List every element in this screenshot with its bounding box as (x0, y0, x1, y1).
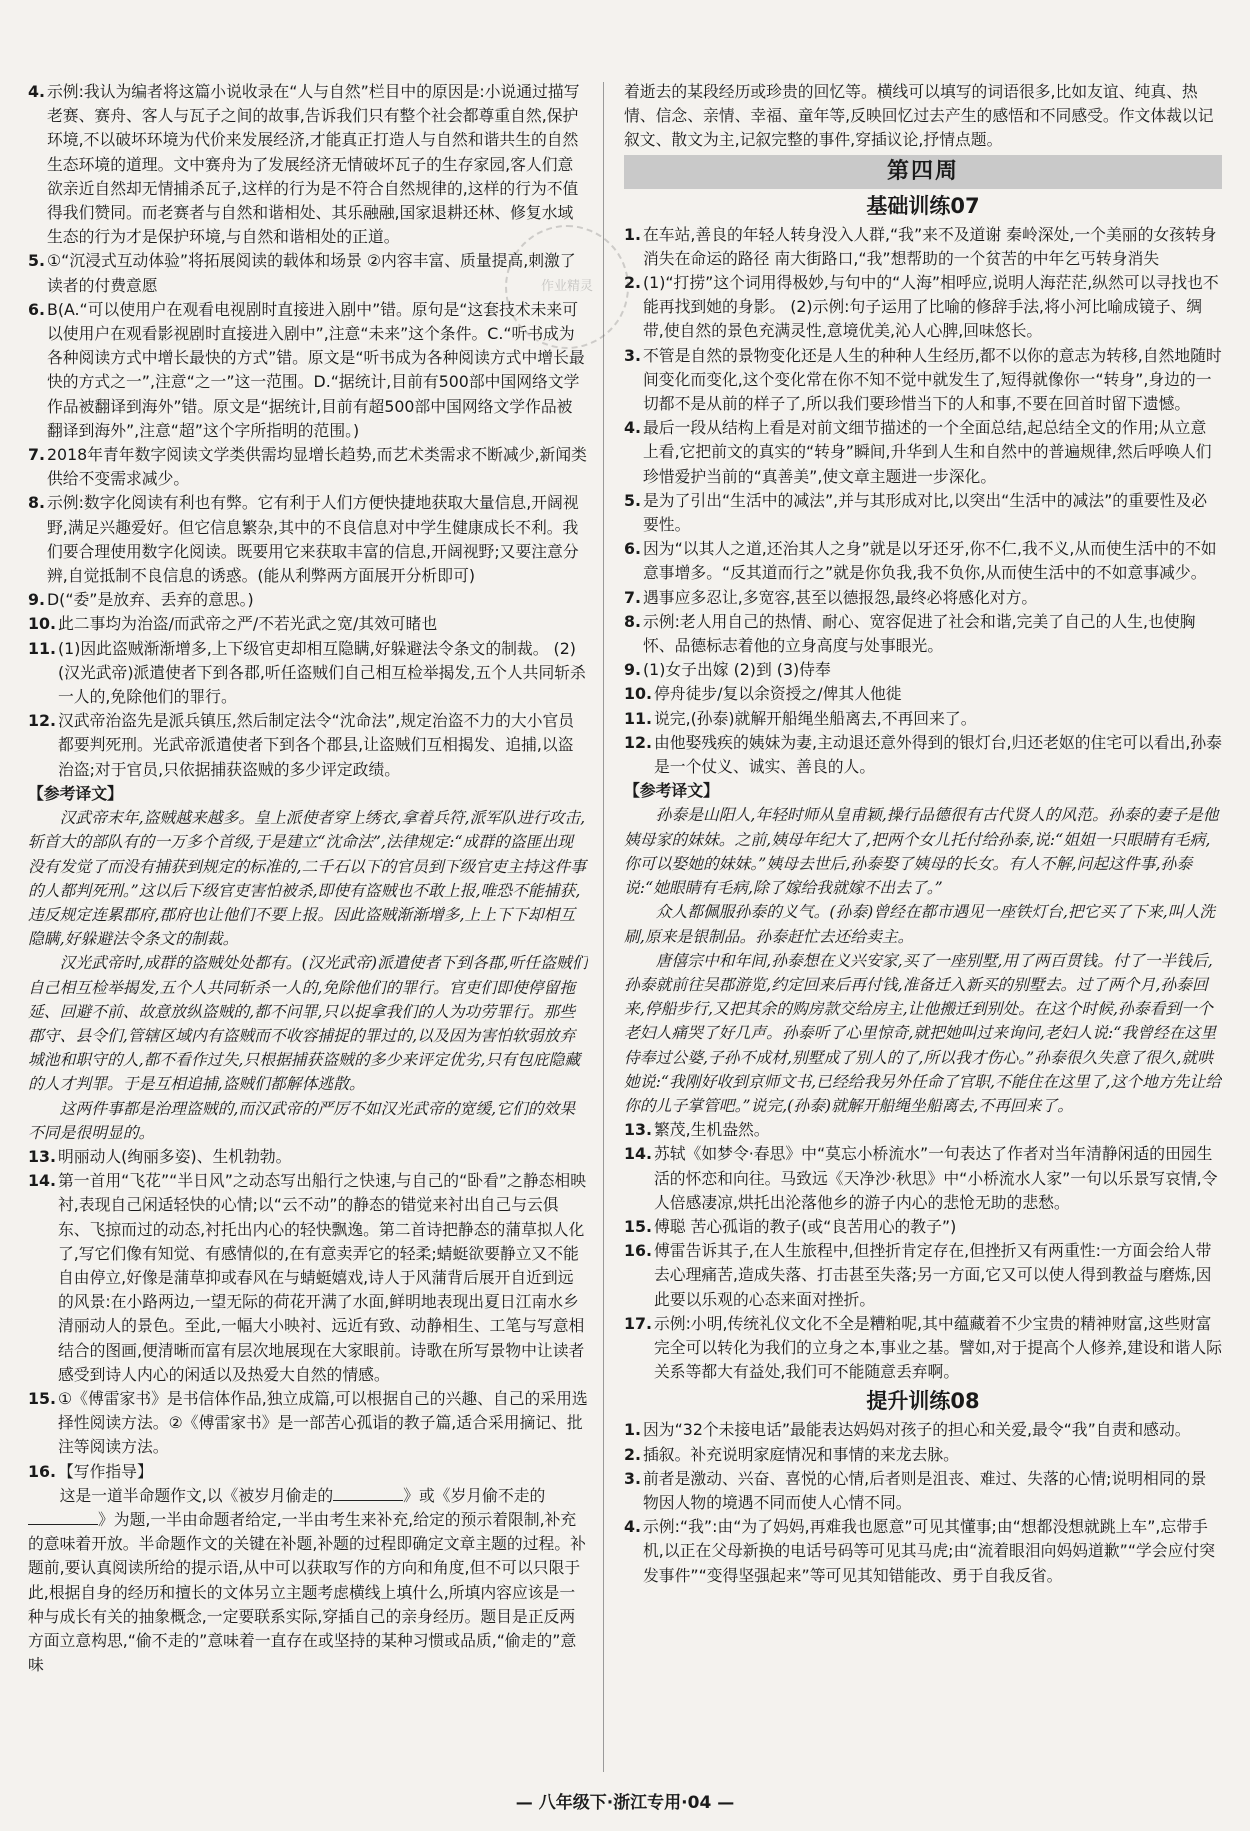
answer-number: 3. (624, 1468, 641, 1488)
answer-item (624, 537, 1222, 585)
answer-item (624, 344, 1222, 417)
answer-text: 示例:老人用自己的热情、耐心、宽容促进了社会和谐,完美了自己的人生,也使胸怀、品德标志着他的立身高度与处事眼光。 (643, 611, 1196, 656)
answer-text: 在车站,善良的年轻人转身没入人群,“我”来不及道谢 秦岭深处,一个美丽的女孩转身消失在命运的路径 南大街路口,“我”想帮助的一个贫苦的中年乞丐转身消失 (643, 224, 1217, 268)
answer-item (28, 588, 588, 612)
answer-text: 是为了引出“生活中的减法”,并与其形成对比,以突出“生活中的减法”的重要性及必要性。 (643, 490, 1208, 535)
answer-number: 12. (28, 711, 56, 731)
answer-text: 因为“32个未接电话”最能表达妈妈对孩子的担心和关爱,最令“我”自责和感动。 (643, 1420, 1191, 1440)
answer-text: 由他娶残疾的姨妹为妻,主动退还意外得到的银灯台,归还老妪的住宅可以看出,孙泰是一个仗义、诚实、善良的人。 (653, 732, 1222, 777)
reference-translation-title: 【参考译文】 (624, 781, 719, 801)
answer-item (624, 586, 1222, 610)
week-banner: 第四周 (624, 155, 1222, 189)
answer-text: 此二事均为治盗/而武帝之严/不若光武之宽/其效可睹也 (57, 614, 438, 634)
fill-blank (333, 1484, 403, 1501)
answer-item (624, 1515, 1222, 1588)
translation-paragraph: 汉武帝末年,盗贼越来越多。皇上派使者穿上绣衣,拿着兵符,派军队进行攻击,斩首大的部队有的一万多个首级,于是建立“沈命法”,法律规定:“成群的盗匪出现没有发觉了而没有捕获到规定的标准的,二千石以下的官员到下级官吏主持这件事的人都判死刑。”这以后下级官吏害怕被杀,即使有盗贼也不敢上报,唯恐不能捕获,违反规定连累郡府,郡府也让他们不要上报。因此盗贼渐渐增多,上上下下却相互隐瞒,好躲避法令条文的制裁。 (28, 808, 586, 949)
answer-item (624, 1312, 1222, 1385)
answer-text: D(“委”是放弃、丢弃的意思。) (47, 590, 254, 610)
answer-text: (1)因此盗贼渐渐增多,上下级官吏却相互隐瞒,好躲避法令条文的制裁。 (2)(汉光武帝)派遣使者下到各郡,听任盗贼们自己相互检举揭发,五个人共同斩杀一人的,免除他们的罪行。 (57, 638, 586, 707)
answer-item (28, 1387, 588, 1460)
answer-number: 4. (28, 82, 45, 101)
translation-paragraph: 汉光武帝时,成群的盗贼处处都有。(汉光武帝)派遣使者下到各郡,听任盗贼们自己相互检举揭发,五个人共同斩杀一人的,免除他们的罪行。官吏们即使停留拖延、回避不前、故意放纵盗贼的,都不问罪,只以捉拿我们的人为功劳罪行。那些郡守、县令们,管辖区域内有盗贼而不收容捕捉的罪过的,以及因为害怕软弱放弃城池和职守的人,都不看作过失,只根据捕获盗贼的多少来评定优劣,只有包庇隐藏的人才判罪。于是互相追捕,盗贼们都解体逃散。 (28, 953, 588, 1094)
answer-text: 傅聪 苦心孤诣的教子(或“良苦用心的教子”) (653, 1216, 957, 1236)
translation-paragraph: 唐僖宗中和年间,孙泰想在义兴安家,买了一座别墅,用了两百贯钱。付了一半钱后,孙泰就前往吴郡游览,约定回来后再付钱,准备迁入新买的别墅去。过了两个月,孙泰回来,停船步行,又把其余的购房款交给房主,让他搬迁到别处。在这个时候,孙泰看到一个老妇人痛哭了好几声。孙泰听了心里惊奇,就把她叫过来询问,老妇人说:“我曾经在这里侍奉过公婆,子孙不成材,别墅成了别人的了,所以我才伤心。”孙泰很久失意了很久,就哄她说:“我刚好收到京师文书,已经给我另外任命了官职,不能住在这里了,这个地方先让给你的儿子掌管吧。”说完,(孙泰)就解开船绳坐船离去,不再回来了。 (624, 950, 1222, 1115)
fill-blank (28, 1508, 98, 1525)
answer-item (624, 707, 1222, 731)
answer-item (624, 271, 1222, 344)
answer-number: 5. (624, 490, 641, 510)
answer-item (28, 637, 588, 710)
writing-guide (28, 1484, 588, 1678)
answer-text: 2018年青年数字阅读文学类供需均显增长趋势,而艺术类需求不断减少,新闻类供给不变需求减少。 (47, 445, 587, 489)
answer-number: 11. (624, 708, 652, 728)
answer-number: 5. (28, 251, 45, 271)
answer-item (624, 731, 1222, 779)
answer-number: 9. (28, 590, 45, 610)
answer-text: 示例:我认为编者将这篇小说收录在“人与自然”栏目中的原因是:小说通过描写老赛、赛舟、客人与瓦子之间的故事,告诉我们只有整个社会都尊重自然,保护环境,不以破坏环境为代价来发展经济,才能真正打造人与自然和谐共生的自然生态环境的道理。文中赛舟为了发展经济无情破坏瓦子的生存家园,客人们意欲亲近自然却无情捕杀瓦子,这样的行为是不符合自然规律的,这样的行为不值得我们赞同。而老赛者与自然和谐相处、其乐融融,国家退耕还林、修复水域生态的行为才是保护环境,与自然和谐相处的正道。 (47, 82, 580, 247)
answer-number: 11. (28, 638, 56, 658)
answer-number: 13. (624, 1120, 652, 1140)
answer-text: B(A.“可以使用户在观看电视剧时直接进入剧中”错。原句是“这套技术未来可以使用户在观看影视剧时直接进入剧中”,注意“未来”这个条件。C.“听书成为各种阅读方式中增长最快的方式”错。原文是“听书成为各种阅读方式中增长最快的方式之一”,注意“之一”这一范围。D.“据统计,目前有500部中国网络文学作品被翻译到海外”错。原文是“据统计,目前有超500部中国网络文学作品被翻译到海外”,注意“超”这个字所指明的范围。) (47, 299, 585, 440)
answer-item (624, 1142, 1222, 1215)
answer-number: 8. (624, 611, 641, 631)
section-title-basic: 基础训练07 (866, 193, 980, 218)
answer-number: 16. (28, 1461, 56, 1481)
answer-number: 15. (28, 1388, 56, 1408)
answer-item (624, 658, 1222, 682)
answer-text: 因为“以其人之道,还治其人之身”就是以牙还牙,你不仁,我不义,从而使生活中的不如意事增多。“反其道而行之”就是你负我,我不负你,从而使生活中的不如意事减少。 (643, 539, 1217, 583)
answer-item (624, 610, 1222, 658)
answer-item (624, 1467, 1222, 1515)
right-column (624, 80, 1222, 1780)
answer-item (28, 709, 588, 782)
answer-text: 苏轼《如梦令·春思》中“莫忘小桥流水”一句表达了作者对当年清静闲适的田园生活的怀恋和向往。马致远《天净沙·秋思》中“小桥流水人家”一句以乐景写哀情,令人倍感凄凉,烘托出沦落他乡的游子内心的悲怆无助的悲愁。 (653, 1144, 1218, 1212)
answer-number: 1. (624, 224, 641, 244)
page-footer: — 八年级下·浙江专用·04 — (515, 1793, 735, 1813)
writing-guide-text: 》或《岁月偷不走的 (403, 1485, 546, 1505)
answer-text: 说完,(孙泰)就解开船绳坐船离去,不再回来了。 (653, 708, 977, 728)
answer-text: 第一首用“飞花”“半日风”之动态写出船行之快速,与自己的“卧看”之静态相映衬,表现自己闲适轻快的心情;以“云不动”的静态的错觉来衬出自己与云俱东、飞掠而过的动态,衬托出内心的轻快飘逸。第二首诗把静态的蒲草拟人化了,写它们像有知觉、有感情似的,在有意卖弄它的轻柔;蜻蜓欲要静立又不能自由停立,好像是蒲草抑或春风在与蜻蜓嬉戏,诗人于风蒲背后展开自近到远的风景:在小路两边,一望无际的荷花开满了水面,鲜明地表现出夏日江南水乡清丽动人的景色。至此,一幅大小映衬、远近有致、动静相生、工笔与写意相结合的图画,便清晰而富有层次地展现在大家眼前。诗歌在所写景物中让读者感受到诗人内心的闲适以及热爱大自然的情感。 (57, 1171, 587, 1384)
answer-text: (1)“打捞”这个词用得极妙,与句中的“人海”相呼应,说明人海茫茫,纵然可以寻找也不能再找到她的身影。 (2)示例:句子运用了比喻的修辞手法,将小河比喻成镜子、绸带,使自然的景色充满灵性,意境优美,沁人心脾,回味悠长。 (643, 273, 1219, 341)
answer-text: 汉武帝治盗先是派兵镇压,然后制定法令“沈命法”,规定治盗不力的大小官员都要判死刑。光武帝派遣使者下到各个郡县,让盗贼们互相揭发、追捕,以盗治盗;对于官员,只依据捕获盗贼的多少评定政绩。 (57, 711, 575, 779)
answer-item (624, 1418, 1222, 1442)
answer-text: 示例:小明,传统礼仪文化不全是糟粕呢,其中蕴藏着不少宝贵的精神财富,这些财富完全可以转化为我们的立身之本,事业之基。譬如,对于提高个人修养,建设和谐人际关系等都大有益处,我们可不能随意丢弃啊。 (653, 1313, 1222, 1382)
answer-text: 明丽动人(绚丽多姿)、生机勃勃。 (57, 1146, 292, 1166)
answer-number: 8. (28, 493, 45, 513)
answer-item (624, 1215, 1222, 1239)
answer-item (28, 612, 588, 636)
answer-text: ①“沉浸式互动体验”将拓展阅读的载体和场景 ②内容丰富、质量提高,刺激了读者的付费意愿 (47, 251, 576, 295)
answer-item (28, 1145, 588, 1169)
answer-number: 7. (28, 445, 45, 465)
answer-item (28, 491, 588, 588)
answer-number: 9. (624, 660, 641, 680)
answer-item (28, 80, 588, 249)
answer-number: 4. (624, 1517, 641, 1537)
answer-text: 傅雷告诉其子,在人生旅程中,但挫折肯定存在,但挫折又有两重性:一方面会给人带去心理痛苦,造成失落、打击甚至失落;另一方面,它又可以使人得到教益与磨炼,因此要以乐观的心态来面对挫折。 (653, 1241, 1212, 1309)
answer-item (28, 1169, 588, 1387)
answer-text: 最后一段从结构上看是对前文细节描述的一个全面总结,起总结全文的作用;从立意上看,它把前文的真实的“转身”瞬间,升华到人生和自然中的普遍规律,然后呼唤人们珍惜爱护当前的“真善美”,使文章主题进一步深化。 (643, 418, 1212, 486)
answer-text: 插叙。补充说明家庭情况和事情的来龙去脉。 (643, 1444, 959, 1464)
answer-item (624, 682, 1222, 706)
answer-number: 17. (624, 1313, 652, 1333)
answer-item (28, 249, 588, 297)
section-title-advanced: 提升训练08 (866, 1389, 980, 1414)
answer-number: 14. (624, 1144, 652, 1164)
answer-text: 不管是自然的景物变化还是人生的种种人生经历,都不以你的意志为转移,自然地随时间变化而变化,这个变化常在你不知不觉中就发生了,短得就像你一“转身”,身边的一切都不是从前的样子了,所以我们要珍惜当下的人和事,不要在回首时留下遗憾。 (643, 345, 1222, 414)
answer-text: 遇事应多忍让,多宽容,甚至以德报怨,最终必将感化对方。 (643, 587, 1038, 607)
answer-text: (1)女子出嫁 (2)到 (3)侍奉 (643, 660, 831, 680)
answer-item (624, 223, 1222, 271)
answer-number: 1. (624, 1420, 641, 1440)
translation-paragraph: 孙泰是山阳人,年轻时师从皇甫颖,操行品德很有古代贤人的风范。孙泰的妻子是他姨母家的妹妹。之前,姨母年纪大了,把两个女儿托付给孙泰,说:“姐姐一只眼睛有毛病,你可以娶她的妹妹。”姨母去世后,孙泰娶了姨母的长女。有人不解,问起这件事,孙泰说:“她眼睛有毛病,除了嫁给我就嫁不出去了。” (624, 805, 1219, 898)
answer-number: 16. (624, 1241, 652, 1261)
writing-guide-text: 》为题,一半由命题者给定,一半由考生来补充,给定的预示着限制,补充的意味着开放。半命题作文的关键在补题,补题的过程即确定文章主题的过程。补题前,要认真阅读所给的提示语,从中可以获取写作的方向和角度,但不可以只限于此,根据自身的经历和擅长的文体另立主题考虑横线上填什么,所填内容应该是一种与成长有关的抽象概念,一定要联系实际,穿插自己的亲身经历。题目是正反两方面立意构思,“偷不走的”意味着一直存在或坚持的某种习惯或品质,“偷走的”意味 (28, 1509, 586, 1675)
answer-number: 15. (624, 1216, 652, 1236)
answer-number: 12. (624, 732, 652, 752)
answer-item (624, 1443, 1222, 1467)
answer-item (624, 489, 1222, 537)
answer-number: 14. (28, 1171, 56, 1191)
reference-translation-title: 【参考译文】 (28, 783, 123, 803)
answer-item (624, 1239, 1222, 1312)
answer-text: 示例:数字化阅读有利也有弊。它有利于人们方便快捷地获取大量信息,开阔视野,满足兴趣爱好。但它信息繁杂,其中的不良信息对中学生健康成长不利。我们要合理使用数字化阅读。既要用它来获取丰富的信息,开阔视野;又要注意分辨,自觉抵制不良信息的诱惑。(能从利弊两方面展开分析即可) (47, 493, 579, 586)
left-column (28, 80, 588, 1780)
answer-text: ①《傅雷家书》是书信体作品,独立成篇,可以根据自己的兴趣、自己的采用选择性阅读方法。②《傅雷家书》是一部苦心孤诣的教子篇,适合采用摘记、批注等阅读方法。 (57, 1388, 588, 1457)
answer-number: 13. (28, 1146, 56, 1166)
writing-guide-text: 这是一道半命题作文,以《被岁月偷走的 (59, 1485, 334, 1505)
answer-text: 【写作指导】 (57, 1461, 153, 1481)
answer-item (624, 1118, 1222, 1142)
answer-text: 停舟徒步/复以余资授之/俾其人他徙 (653, 684, 902, 704)
watermark-stamp: 作业精灵 (505, 225, 629, 349)
continued-paragraph: 着逝去的某段经历或珍贵的回忆等。横线可以填写的词语很多,比如友谊、纯真、热情、信念、亲情、幸福、童年等,反映回忆过去产生的感悟和不同感受。作文体裁以记叙文、散文为主,记叙完整的事件,穿插议论,抒情点题。 (624, 82, 1214, 150)
answer-number: 10. (28, 614, 56, 634)
answer-number: 2. (624, 273, 641, 293)
answer-text: 示例:“我”:由“为了妈妈,再难我也愿意”可见其懂事;由“想都没想就跳上车”,忘带手机,以正在父母新换的电话号码等可见其马虎;由“流着眼泪向妈妈道歉”“学会应付突发事件”“变得坚强起来”等可见其知错能改、勇于自我反省。 (643, 1517, 1215, 1585)
answer-number: 6. (624, 539, 641, 559)
answer-number: 3. (624, 345, 641, 365)
answer-number: 2. (624, 1444, 641, 1464)
answer-number: 10. (624, 684, 652, 704)
translation-paragraph: 这两件事都是治理盗贼的,而汉武帝的严厉不如汉光武帝的宽缓,它们的效果不同是很明显的。 (28, 1098, 576, 1142)
answer-item (28, 443, 588, 491)
answer-item (28, 1460, 588, 1484)
answer-item (624, 416, 1222, 489)
answer-number: 7. (624, 587, 641, 607)
translation-paragraph: 众人都佩服孙泰的义气。(孙泰)曾经在都市遇见一座铁灯台,把它买了下来,叫人洗刷,原来是银制品。孙泰赶忙去还给卖主。 (624, 902, 1216, 946)
answer-number: 4. (624, 418, 641, 438)
answer-text: 繁茂,生机盎然。 (653, 1120, 770, 1140)
answer-number: 6. (28, 299, 45, 319)
answer-text: 前者是激动、兴奋、喜悦的心情,后者则是沮丧、难过、失落的心情;说明相同的景物因人物的境遇不同而使人心情不同。 (643, 1468, 1207, 1512)
answer-item (28, 298, 588, 443)
